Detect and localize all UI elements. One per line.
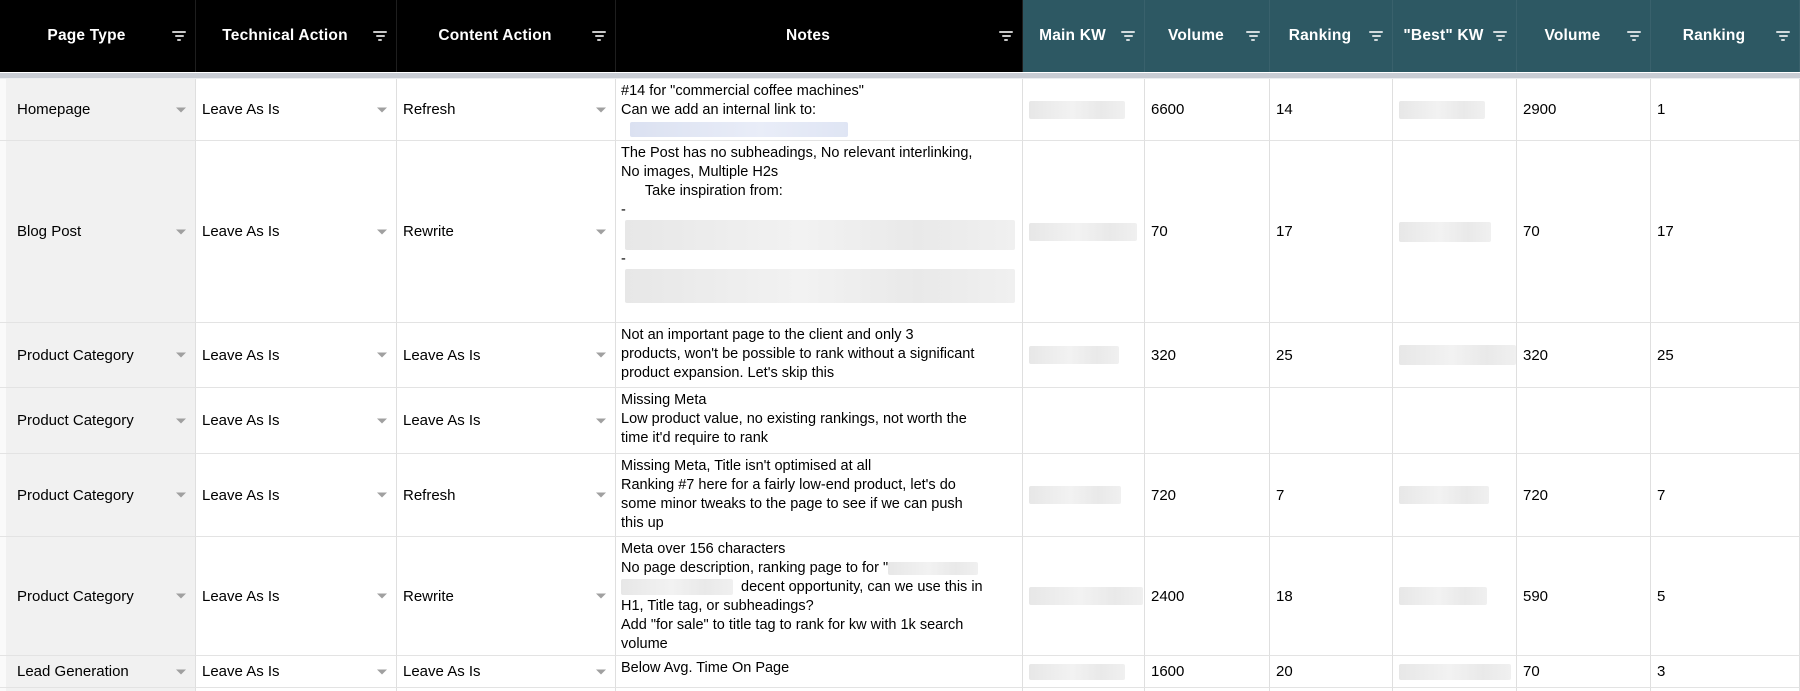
note-text: volume (621, 636, 668, 652)
column-header-label: Ranking (1682, 27, 1746, 44)
cell-text: Lead Generation (17, 663, 129, 680)
column-header-label: Page Type (47, 27, 126, 44)
cell-text: Product Category (17, 346, 134, 364)
main-ranking-cell[interactable] (1270, 79, 1393, 141)
cell-text: 590 (1523, 587, 1549, 605)
note-text: products, won't be possible to rank without a significant (621, 346, 975, 362)
content-action-dropdown[interactable] (397, 537, 616, 656)
note-text: Missing Meta, Title isn't optimised at all (621, 458, 872, 474)
notes-cell[interactable] (616, 656, 1023, 688)
main-volume-cell[interactable] (1145, 454, 1270, 537)
redacted-text (630, 122, 848, 137)
cell-text: Leave As Is (403, 346, 481, 364)
notes-cell[interactable] (616, 323, 1023, 388)
technical-action-dropdown[interactable] (196, 79, 397, 141)
notes-cell[interactable] (616, 141, 1023, 323)
redacted-text (1399, 486, 1489, 504)
note-line (621, 345, 1020, 364)
note-line (621, 410, 1020, 429)
dropdown-caret-icon[interactable] (596, 493, 606, 498)
cell-text: Rewrite (403, 223, 454, 240)
table-body (0, 79, 1800, 691)
table-row (0, 79, 1800, 141)
best-kw-cell[interactable] (1393, 537, 1517, 656)
filter-icon[interactable] (1626, 31, 1642, 41)
column-header-best-kw[interactable] (1393, 0, 1517, 72)
content-action-dropdown[interactable] (397, 79, 616, 141)
note-line (621, 578, 1020, 597)
column-header-main-kw[interactable] (1023, 0, 1145, 72)
best-ranking-cell[interactable] (1651, 141, 1800, 323)
redacted-text (1399, 101, 1485, 119)
main-volume-cell[interactable] (1145, 537, 1270, 656)
note-text: Below Avg. Time On Page (621, 660, 790, 676)
dropdown-caret-icon[interactable] (377, 418, 387, 423)
frozen-row-divider (0, 72, 1800, 79)
notes-cell[interactable] (616, 454, 1023, 537)
column-header-volume[interactable] (1517, 0, 1651, 72)
cell-text: 70 (1523, 663, 1540, 680)
dropdown-caret-icon[interactable] (377, 353, 387, 358)
filter-icon[interactable] (1120, 31, 1136, 41)
dropdown-caret-icon[interactable] (176, 418, 186, 423)
best-kw-cell[interactable] (1393, 79, 1517, 141)
cell-text: Product Category (17, 587, 134, 605)
cell-text: 1 (1657, 101, 1666, 118)
note-text: No page description, ranking page to for " (621, 560, 889, 576)
best-volume-cell[interactable] (1517, 323, 1651, 388)
column-header-ranking[interactable] (1651, 0, 1800, 72)
column-header-label: "Best" KW (1403, 27, 1484, 44)
note-line (621, 616, 1020, 635)
main-ranking-cell[interactable] (1270, 537, 1393, 656)
cell-text: 6600 (1151, 101, 1185, 118)
notes-cell[interactable] (616, 388, 1023, 454)
main-kw-cell[interactable] (1023, 323, 1145, 388)
cell-text: 7 (1276, 486, 1285, 504)
filter-icon[interactable] (1775, 31, 1791, 41)
cell-text: Leave As Is (202, 587, 280, 605)
cell-text: Refresh (403, 101, 456, 118)
main-ranking-cell[interactable] (1270, 656, 1393, 688)
best-volume-cell[interactable] (1517, 79, 1651, 141)
redacted-text (888, 562, 978, 575)
best-kw-cell[interactable] (1393, 454, 1517, 537)
note-text: decent opportunity, can we use this in (733, 579, 983, 595)
note-line (621, 559, 1020, 578)
cell-text: 720 (1523, 486, 1549, 504)
cell-text: 17 (1657, 223, 1674, 240)
note-line (621, 514, 1020, 533)
main-volume-cell[interactable] (1145, 323, 1270, 388)
page-type-dropdown[interactable] (0, 79, 196, 141)
best-ranking-cell[interactable] (1651, 388, 1800, 454)
cell-text: 20 (1276, 663, 1293, 680)
cell-text: 2900 (1523, 101, 1557, 118)
cell-text: Leave As Is (202, 223, 280, 240)
note-text: - (621, 251, 626, 267)
dropdown-caret-icon[interactable] (596, 107, 606, 112)
filter-icon[interactable] (591, 31, 607, 41)
cell-text: 25 (1657, 346, 1674, 364)
note-line (621, 120, 1020, 139)
main-ranking-cell[interactable] (1270, 454, 1393, 537)
dropdown-caret-icon[interactable] (596, 353, 606, 358)
note-text: some minor tweaks to the page to see if we can push (621, 496, 963, 512)
redacted-text (625, 269, 1015, 303)
note-text: Missing Meta (621, 392, 707, 408)
content-action-dropdown[interactable] (397, 656, 616, 688)
main-ranking-cell[interactable] (1270, 388, 1393, 454)
cell-text: 1600 (1151, 663, 1185, 680)
note-line (621, 82, 1020, 101)
main-kw-cell[interactable] (1023, 656, 1145, 688)
note-text: - (621, 202, 626, 218)
column-header-label: Volume (1544, 27, 1601, 44)
best-ranking-cell[interactable] (1651, 79, 1800, 141)
redacted-text (1399, 222, 1491, 242)
main-kw-cell[interactable] (1023, 388, 1145, 454)
main-ranking-cell[interactable] (1270, 323, 1393, 388)
best-ranking-cell[interactable] (1651, 323, 1800, 388)
redacted-text (1399, 664, 1511, 680)
cell-text: 25 (1276, 346, 1293, 364)
dropdown-caret-icon[interactable] (377, 229, 387, 234)
technical-action-dropdown[interactable] (196, 141, 397, 323)
note-text: Meta over 156 characters (621, 541, 786, 557)
note-text: Can we add an internal link to: (621, 102, 817, 118)
main-volume-cell[interactable] (1145, 656, 1270, 688)
dropdown-caret-icon[interactable] (176, 229, 186, 234)
note-text: Add "for sale" to title tag to rank for kw with 1k search (621, 617, 964, 633)
filter-icon[interactable] (171, 31, 187, 41)
column-header-page-type[interactable] (0, 0, 196, 72)
cell-text: 320 (1523, 346, 1549, 364)
dropdown-caret-icon[interactable] (377, 107, 387, 112)
note-text: Not an important page to the client and only 3 (621, 327, 914, 343)
note-line (621, 163, 1020, 182)
filter-icon[interactable] (1492, 31, 1508, 41)
best-kw-cell[interactable] (1393, 656, 1517, 688)
column-header-label: Ranking (1288, 27, 1352, 44)
cell-text: 320 (1151, 346, 1177, 364)
main-kw-cell[interactable] (1023, 79, 1145, 141)
content-action-dropdown[interactable] (397, 323, 616, 388)
note-text: Low product value, no existing rankings, not worth the (621, 411, 967, 427)
note-line (621, 635, 1020, 654)
table-row (0, 656, 1800, 688)
cell-text: 18 (1276, 587, 1293, 605)
filter-icon[interactable] (1245, 31, 1261, 41)
redacted-text (1029, 664, 1125, 680)
column-header-label: Volume (1167, 27, 1225, 44)
column-header-notes[interactable] (616, 0, 1023, 72)
column-header-label: Main KW (1039, 27, 1106, 44)
table-row (0, 537, 1800, 656)
notes-cell[interactable] (616, 79, 1023, 141)
header-row (0, 0, 1800, 72)
note-line (621, 250, 1020, 269)
notes-cell[interactable] (616, 537, 1023, 656)
column-header-technical-action[interactable] (196, 0, 397, 72)
column-header-label: Technical Action (222, 27, 348, 44)
note-line (621, 597, 1020, 616)
table-row (0, 323, 1800, 388)
cell-text: 70 (1151, 223, 1168, 240)
cell-text: 3 (1657, 663, 1666, 680)
redacted-text (1029, 101, 1125, 119)
redacted-text (1399, 345, 1516, 365)
best-volume-cell[interactable] (1517, 656, 1651, 688)
best-volume-cell[interactable] (1517, 454, 1651, 537)
redacted-text (1029, 223, 1137, 241)
redacted-text (621, 579, 733, 595)
best-volume-cell[interactable] (1517, 388, 1651, 454)
note-line (621, 326, 1020, 345)
note-text: The Post has no subheadings, No relevant interlinking, (621, 145, 973, 161)
column-header-content-action[interactable] (397, 0, 616, 72)
content-action-dropdown[interactable] (397, 388, 616, 454)
note-line (621, 269, 1020, 303)
redacted-text (1029, 587, 1143, 605)
note-line (621, 182, 1020, 201)
column-header-ranking[interactable] (1270, 0, 1393, 72)
cell-text: Rewrite (403, 587, 454, 605)
note-line (621, 220, 1020, 250)
filter-icon[interactable] (998, 31, 1014, 41)
cell-text: 720 (1151, 486, 1177, 504)
note-line (621, 391, 1020, 410)
page-type-dropdown[interactable] (0, 537, 196, 656)
cell-text: Homepage (17, 101, 91, 118)
cell-text: Leave As Is (202, 412, 280, 429)
page-type-dropdown[interactable] (0, 656, 196, 688)
redacted-text (1029, 346, 1119, 364)
note-line (621, 144, 1020, 163)
best-volume-cell[interactable] (1517, 141, 1651, 323)
best-ranking-cell[interactable] (1651, 537, 1800, 656)
note-line (621, 429, 1020, 448)
redacted-text (1399, 587, 1487, 605)
note-line (621, 457, 1020, 476)
dropdown-caret-icon[interactable] (596, 594, 606, 599)
cell-text: 5 (1657, 587, 1666, 605)
dropdown-caret-icon[interactable] (176, 669, 186, 674)
main-kw-cell[interactable] (1023, 537, 1145, 656)
table-row (0, 388, 1800, 454)
cell-text: Leave As Is (202, 101, 280, 118)
cell-text: Leave As Is (202, 663, 280, 680)
technical-action-dropdown[interactable] (196, 656, 397, 688)
best-ranking-cell[interactable] (1651, 656, 1800, 688)
note-text: H1, Title tag, or subheadings? (621, 598, 814, 614)
cell-text: Leave As Is (403, 412, 481, 429)
note-text: #14 for "commercial coffee machines" (621, 83, 864, 99)
note-line (621, 364, 1020, 383)
dropdown-caret-icon[interactable] (176, 493, 186, 498)
note-line (621, 201, 1020, 220)
table-row (0, 454, 1800, 537)
main-volume-cell[interactable] (1145, 388, 1270, 454)
cell-text: 70 (1523, 223, 1540, 240)
best-volume-cell[interactable] (1517, 537, 1651, 656)
note-text: this up (621, 515, 664, 531)
redacted-text (625, 220, 1015, 250)
dropdown-caret-icon[interactable] (377, 594, 387, 599)
dropdown-caret-icon[interactable] (596, 229, 606, 234)
best-kw-cell[interactable] (1393, 388, 1517, 454)
note-text: time it'd require to rank (621, 430, 769, 446)
note-line (621, 540, 1020, 559)
cell-text: Product Category (17, 486, 134, 504)
note-line (621, 659, 1020, 678)
main-kw-cell[interactable] (1023, 454, 1145, 537)
dropdown-caret-icon[interactable] (596, 418, 606, 423)
cell-text: Leave As Is (202, 486, 280, 504)
cell-text: 2400 (1151, 587, 1185, 605)
note-text: product expansion. Let's skip this (621, 365, 835, 381)
note-text: Take inspiration from: (621, 183, 783, 199)
note-text: No images, Multiple H2s (621, 164, 779, 180)
dropdown-caret-icon[interactable] (176, 594, 186, 599)
cell-text: Blog Post (17, 223, 82, 240)
dropdown-caret-icon[interactable] (596, 669, 606, 674)
column-header-volume[interactable] (1145, 0, 1270, 72)
main-volume-cell[interactable] (1145, 141, 1270, 323)
main-volume-cell[interactable] (1145, 79, 1270, 141)
note-line (621, 101, 1020, 120)
cell-text: 17 (1276, 223, 1293, 240)
cell-text: Refresh (403, 486, 456, 504)
content-action-dropdown[interactable] (397, 454, 616, 537)
cell-text: Leave As Is (403, 663, 481, 680)
page-type-dropdown[interactable] (0, 141, 196, 323)
note-line (621, 476, 1020, 495)
filter-icon[interactable] (1368, 31, 1384, 41)
page-type-dropdown[interactable] (0, 323, 196, 388)
table-row (0, 141, 1800, 323)
dropdown-caret-icon[interactable] (377, 493, 387, 498)
technical-action-dropdown[interactable] (196, 388, 397, 454)
main-ranking-cell[interactable] (1270, 141, 1393, 323)
dropdown-caret-icon[interactable] (176, 353, 186, 358)
technical-action-dropdown[interactable] (196, 323, 397, 388)
page-type-dropdown[interactable] (0, 454, 196, 537)
cell-text: Product Category (17, 412, 134, 429)
redacted-text (1029, 486, 1121, 504)
technical-action-dropdown[interactable] (196, 537, 397, 656)
cell-text: Leave As Is (202, 346, 280, 364)
note-line (621, 495, 1020, 514)
content-action-dropdown[interactable] (397, 141, 616, 323)
technical-action-dropdown[interactable] (196, 454, 397, 537)
filter-icon[interactable] (372, 31, 388, 41)
note-text: Ranking #7 here for a fairly low-end product, let's do (621, 477, 956, 493)
dropdown-caret-icon[interactable] (176, 107, 186, 112)
dropdown-caret-icon[interactable] (377, 669, 387, 674)
main-kw-cell[interactable] (1023, 141, 1145, 323)
best-ranking-cell[interactable] (1651, 454, 1800, 537)
column-header-label: Notes (785, 27, 831, 44)
best-kw-cell[interactable] (1393, 141, 1517, 323)
cell-text: 7 (1657, 486, 1666, 504)
column-header-label: Content Action (438, 27, 552, 44)
cell-text: 14 (1276, 101, 1293, 118)
best-kw-cell[interactable] (1393, 323, 1517, 388)
page-type-dropdown[interactable] (0, 388, 196, 454)
